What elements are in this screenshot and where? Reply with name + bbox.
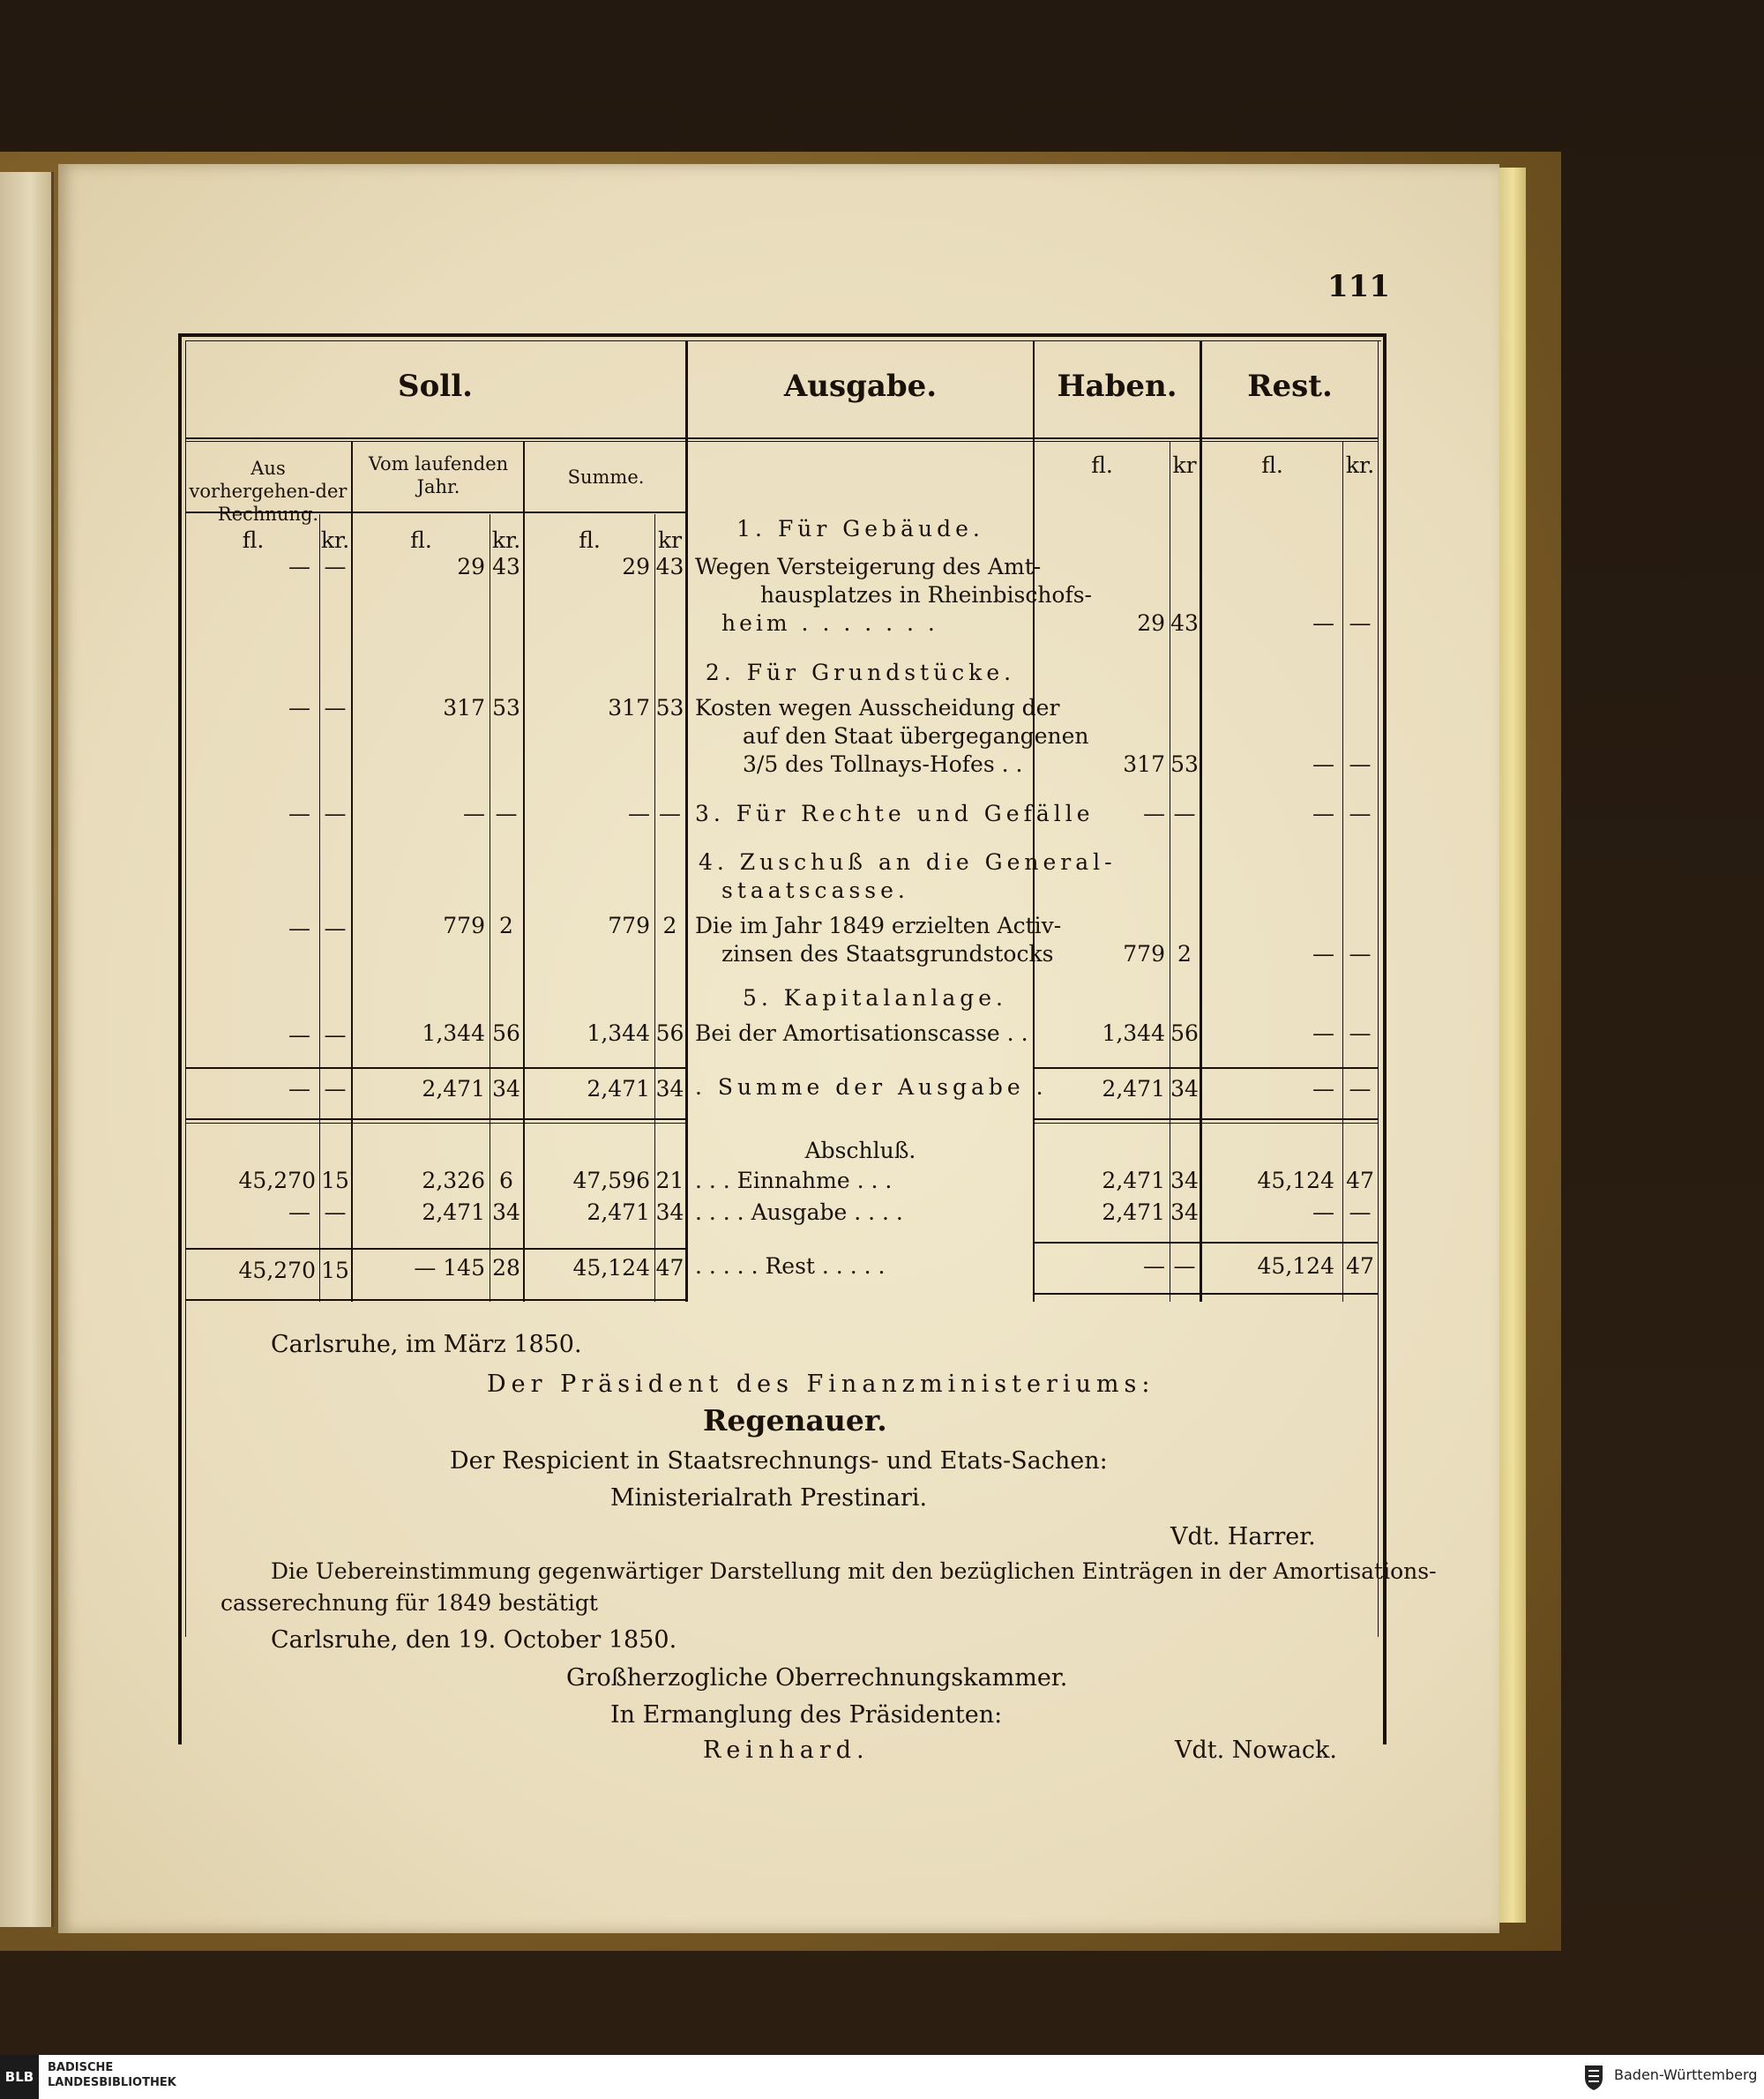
cell-value: 56 — [492, 1020, 520, 1046]
cell-value: 45,124 — [1257, 1168, 1334, 1193]
cell-value: 53 — [492, 695, 520, 721]
cell-value: — 145 — [414, 1255, 485, 1281]
cell-value: 53 — [1170, 751, 1199, 777]
cell-value: 2,471 — [587, 1076, 650, 1102]
section-zuschuss: 4. Zuschuß an die General- — [699, 849, 1117, 875]
header-haben: Haben. — [1057, 369, 1177, 404]
unit-kr: kr — [657, 527, 683, 553]
cell-value: 29 — [622, 554, 650, 579]
cell-value: 56 — [1170, 1020, 1199, 1046]
cell-value: 1,344 — [422, 1020, 485, 1046]
cell-dash: — — [1349, 941, 1372, 967]
chamber: Großherzogliche Oberrechnungskammer. — [566, 1664, 1068, 1692]
cell-value: 2,471 — [422, 1199, 485, 1225]
cell-dash: — — [1143, 801, 1165, 826]
cell-dash: — — [628, 801, 650, 826]
cell-dash: — — [324, 1022, 347, 1048]
cell-value: 317 — [1123, 751, 1165, 777]
cell-value: 47 — [1346, 1168, 1374, 1193]
cell-dash: — — [463, 801, 485, 826]
unit-kr: kr. — [320, 527, 350, 553]
unit-kr: kr. — [1345, 452, 1375, 478]
cell-dash: — — [324, 554, 347, 579]
cell-dash: — — [1312, 1020, 1334, 1046]
cell-dash: — — [324, 801, 347, 826]
vidi-nowack: Vdt. Nowack. — [1175, 1737, 1337, 1764]
item-text: heim . . . . . . . — [721, 610, 938, 636]
cell-dash: — — [1312, 941, 1334, 967]
cell-value: 2 — [662, 913, 677, 938]
cell-dash: — — [324, 915, 347, 941]
cell-value: 2,471 — [1102, 1199, 1165, 1225]
cell-value: 317 — [443, 695, 485, 721]
cell-value: 34 — [1170, 1199, 1199, 1225]
unit-kr: kr — [1172, 452, 1197, 478]
cell-dash: — — [1143, 1253, 1165, 1279]
left-page-edge — [0, 172, 54, 1927]
item-text: 3/5 des Tollnays-Hofes . . — [743, 751, 1023, 777]
section-kapitalanlage: 5. Kapitalanlage. — [743, 985, 1007, 1011]
header-soll: Soll. — [398, 369, 473, 404]
confirmation-line1: Die Uebereinstimmung gegenwärtiger Darstellung mit den bezüglichen Einträgen in der Amortisations- — [271, 1558, 1437, 1584]
president-name: Regenauer. — [703, 1403, 887, 1438]
header-rest: Rest. — [1247, 369, 1333, 404]
header-ausgabe: Ausgabe. — [783, 369, 938, 404]
cell-dash: — — [288, 915, 310, 941]
cell-value: 34 — [492, 1076, 520, 1102]
cell-value: 2 — [1177, 941, 1192, 967]
bw-label: Baden-Württemberg — [1614, 2066, 1758, 2083]
cell-value: 779 — [1123, 941, 1165, 967]
cell-value: 34 — [655, 1199, 684, 1225]
ledger-table — [178, 333, 1437, 1764]
cell-dash: — — [288, 1076, 310, 1102]
cell-value: 34 — [655, 1076, 684, 1102]
cell-dash: — — [1173, 801, 1196, 826]
respicient-title: Der Respicient in Staatsrechnungs- und Etats-Sachen: — [450, 1447, 1108, 1475]
cell-dash: — — [1312, 1076, 1334, 1102]
item-text: auf den Staat übergegangenen — [743, 723, 1089, 749]
cell-dash: — — [1312, 751, 1334, 777]
absence-note: In Ermanglung des Präsidenten: — [610, 1701, 1003, 1729]
respicient-name: Ministerialrath Prestinari. — [610, 1484, 928, 1512]
cell-value: 43 — [655, 554, 684, 579]
item-text: zinsen des Staatsgrundstocks — [721, 941, 1054, 967]
cell-dash: — — [288, 1022, 310, 1048]
einnahme-label: . . . Einnahme . . . — [695, 1168, 893, 1193]
rest-label: . . . . . Rest . . . . . — [695, 1253, 886, 1279]
cell-value: 317 — [608, 695, 650, 721]
cell-value: 779 — [608, 913, 650, 938]
cell-value: 43 — [492, 554, 520, 579]
place-date-2: Carlsruhe, den 19. October 1850. — [271, 1626, 677, 1654]
cell-value: 53 — [655, 695, 684, 721]
cell-dash: — — [288, 695, 310, 721]
cell-dash: — — [1349, 751, 1372, 777]
cell-value: 2,471 — [1102, 1076, 1165, 1102]
cell-dash: — — [288, 801, 310, 826]
cell-dash: — — [1349, 1199, 1372, 1225]
cell-value: 28 — [492, 1255, 520, 1281]
cell-value: 45,124 — [1257, 1253, 1334, 1279]
cell-dash: — — [1312, 801, 1334, 826]
section-zuschuss-cont: staatscasse. — [721, 878, 909, 903]
cell-value: 34 — [1170, 1076, 1199, 1102]
ausgabe-label: . . . . Ausgabe . . . . — [695, 1199, 903, 1225]
page-number: 111 — [1327, 269, 1390, 304]
cell-value: 29 — [1137, 610, 1165, 636]
cell-dash: — — [324, 1076, 347, 1102]
cell-value: 2,471 — [422, 1076, 485, 1102]
cell-dash: — — [324, 695, 347, 721]
subheader-summe: Summe. — [567, 467, 645, 488]
blb-logo: BLB — [0, 2055, 39, 2099]
item-text: Kosten wegen Ausscheidung der — [695, 695, 1060, 721]
cell-value: 15 — [321, 1168, 349, 1193]
sum-label: . Summe der Ausgabe . — [695, 1074, 1048, 1100]
cell-value: 45,270 — [238, 1258, 316, 1283]
cell-value: 21 — [655, 1168, 684, 1193]
cell-value: 1,344 — [587, 1020, 650, 1046]
cell-dash: — — [1349, 1020, 1372, 1046]
cell-dash: — — [288, 1199, 310, 1225]
item-text: Wegen Versteigerung des Amt- — [695, 554, 1042, 579]
unit-fl: fl. — [410, 527, 432, 553]
section-gebaeude: 1. Für Gebäude. — [736, 516, 984, 542]
cell-dash: — — [495, 801, 518, 826]
cell-value: 47 — [1346, 1253, 1374, 1279]
place-date: Carlsruhe, im März 1850. — [271, 1331, 582, 1358]
signer-reinhard: Reinhard. — [703, 1737, 870, 1764]
footer-bar — [0, 2055, 1764, 2099]
cell-value: 2 — [499, 913, 513, 938]
cell-value: 29 — [457, 554, 485, 579]
subheader-laufend: Vom laufenden Jahr. — [368, 453, 509, 497]
cell-value: 2,471 — [587, 1199, 650, 1225]
item-text: Bei der Amortisationscasse . . — [695, 1020, 1028, 1046]
cell-value: 56 — [655, 1020, 684, 1046]
blb-name: BADISCHE LANDESBIBLIOTHEK — [48, 2061, 176, 2089]
confirmation-line2: casserechnung für 1849 bestätigt — [220, 1590, 598, 1616]
section-grundstuecke: 2. Für Grundstücke. — [705, 660, 1016, 685]
cell-dash: — — [1349, 610, 1372, 636]
unit-kr: kr. — [491, 527, 521, 553]
subheader-vorher: Aus vorhergehen-der Rechnung. — [189, 458, 348, 525]
cell-value: 47 — [655, 1255, 684, 1281]
section-rechte: 3. Für Rechte und Gefälle — [695, 801, 1095, 826]
cell-value: 45,124 — [572, 1255, 650, 1281]
bw-lion-icon — [1581, 2062, 1606, 2092]
cell-value: 6 — [499, 1168, 513, 1193]
page-stack-edge — [1499, 168, 1526, 1923]
cell-dash: — — [1349, 801, 1372, 826]
cell-value: 47,596 — [572, 1168, 650, 1193]
cell-dash: — — [1312, 1199, 1334, 1225]
unit-fl: fl. — [579, 527, 601, 553]
cell-value: 15 — [321, 1258, 349, 1283]
cell-dash: — — [659, 801, 681, 826]
cell-dash: — — [1349, 1076, 1372, 1102]
cell-value: 779 — [443, 913, 485, 938]
cell-value: 45,270 — [238, 1168, 316, 1193]
cell-value: 34 — [1170, 1168, 1199, 1193]
cell-value: 43 — [1170, 610, 1199, 636]
unit-fl: fl. — [1091, 452, 1113, 478]
unit-fl: fl. — [242, 527, 265, 553]
cell-value: 1,344 — [1102, 1020, 1165, 1046]
cell-dash: — — [1312, 610, 1334, 636]
cell-dash: — — [288, 554, 310, 579]
abschluss-label: Abschluß. — [804, 1138, 916, 1163]
cell-value: 2,326 — [422, 1168, 485, 1193]
cell-value: 34 — [492, 1199, 520, 1225]
item-text: hausplatzes in Rheinbischofs- — [760, 582, 1093, 608]
unit-fl: fl. — [1261, 452, 1283, 478]
cell-dash: — — [324, 1199, 347, 1225]
cell-value: 2,471 — [1102, 1168, 1165, 1193]
item-text: Die im Jahr 1849 erzielten Activ- — [695, 913, 1062, 938]
cell-dash: — — [1173, 1253, 1196, 1279]
president-title: Der Präsident des Finanzministeriums: — [487, 1371, 1155, 1398]
vidi-harrer: Vdt. Harrer. — [1170, 1523, 1316, 1550]
